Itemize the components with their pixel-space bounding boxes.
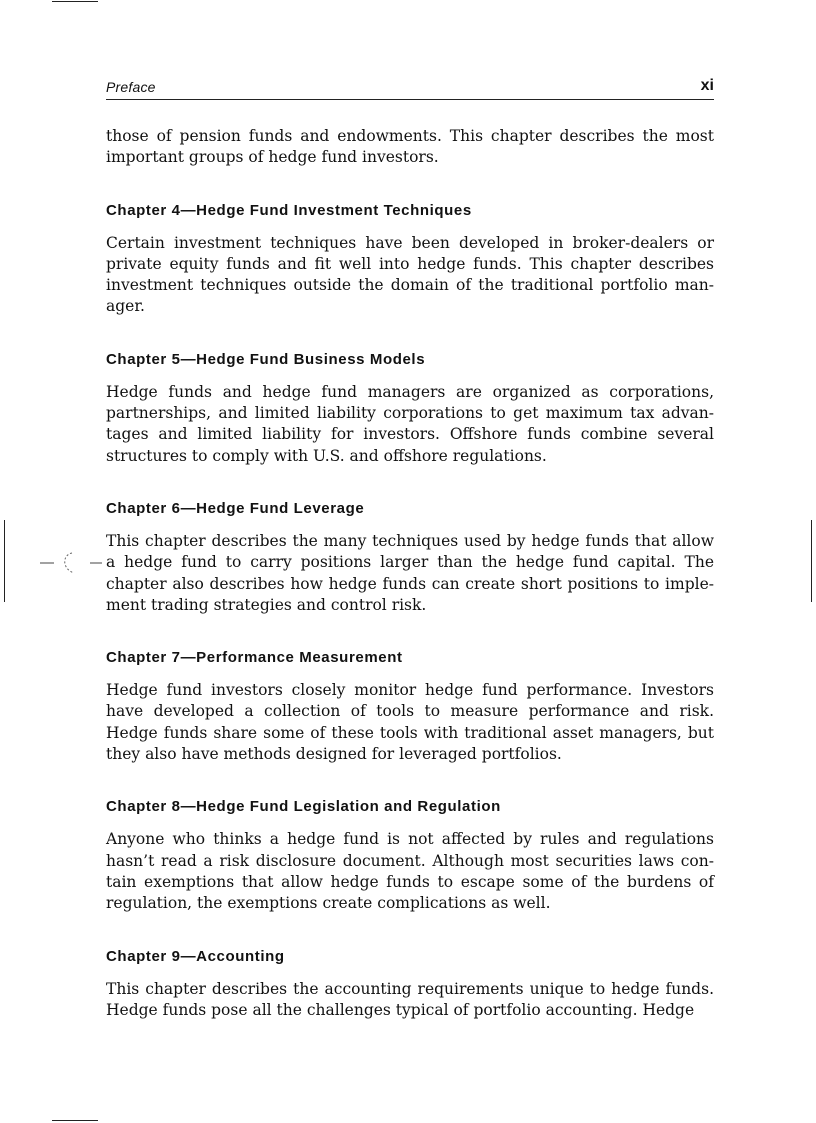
crop-mark-right bbox=[811, 520, 812, 602]
chapter-6-paragraph: This chapter describes the many techniques used by hedge funds that allow a hedge fund to carry positions larger than the hedge fund capital. The chapter also describes how hedge funds can create short positions to implement trading strategies and control risk. bbox=[106, 531, 714, 614]
chapter-4-heading: Chapter 4—Hedge Fund Investment Techniques bbox=[106, 201, 472, 219]
page-body bbox=[106, 126, 714, 1021]
crop-mark-top bbox=[52, 1, 98, 2]
intro-paragraph: those of pension funds and endowments. This chapter describes the most important groups of hedge fund investors. bbox=[106, 127, 714, 167]
page-number: xi bbox=[700, 77, 714, 94]
chapter-5-heading: Chapter 5—Hedge Fund Business Models bbox=[106, 350, 426, 368]
running-head: Preface bbox=[106, 79, 156, 95]
chapter-8-paragraph: Anyone who thinks a hedge fund is not affected by rules and regulations hasn’t read a risk disclosure document. Although most securities laws contain exemptions that allow hedge funds to escape some of the burdens of regulation, the exemptions create complications as well. bbox=[106, 830, 714, 913]
chapter-4-paragraph: Certain investment techniques have been developed in broker-dealers or private equity funds and fit well into hedge funds. This chapter describes investment techniques outside the domain of the traditional portfolio manager. bbox=[106, 233, 714, 316]
page-header bbox=[106, 79, 714, 100]
chapter-8-heading: Chapter 8—Hedge Fund Legislation and Regulation bbox=[106, 798, 501, 816]
crop-mark-left bbox=[4, 520, 5, 602]
chapter-9-heading: Chapter 9—Accounting bbox=[106, 947, 285, 965]
registration-mark-icon bbox=[40, 547, 110, 577]
chapter-7-paragraph: Hedge fund investors closely monitor hedge fund performance. Investors have developed a collection of tools to measure performance and risk. Hedge funds share some of these tools with traditional asset managers, but they also have methods designed for leveraged portfolios. bbox=[106, 681, 714, 764]
crop-mark-bottom bbox=[52, 1120, 98, 1121]
chapter-9-paragraph: This chapter describes the accounting requirements unique to hedge funds. Hedge funds pose all the challenges typical of portfolio accounting. Hedge bbox=[106, 979, 714, 1019]
chapter-7-heading: Chapter 7—Performance Measurement bbox=[106, 649, 403, 667]
chapter-5-paragraph: Hedge funds and hedge fund managers are organized as corporations, partnerships, and limited liability corporations to get maximum tax advantages and limited liability for investors. Offshore funds combine several structures to comply with U.S. and offshore regulations. bbox=[106, 382, 714, 465]
chapter-6-heading: Chapter 6—Hedge Fund Leverage bbox=[106, 499, 365, 517]
